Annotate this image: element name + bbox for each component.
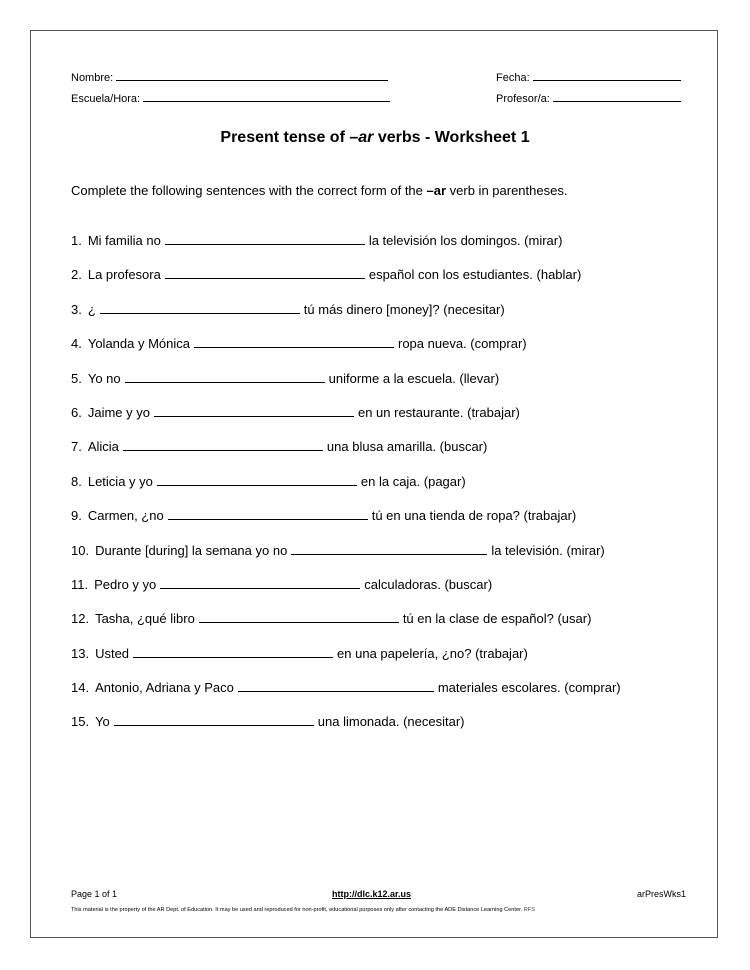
escuela-line <box>143 90 390 102</box>
exercise-item <box>71 370 711 404</box>
exercise-item <box>71 335 711 369</box>
item-number: 8. <box>71 473 82 489</box>
item-text-after: en la caja. (pagar) <box>360 473 466 489</box>
item-number: 4. <box>71 336 82 352</box>
fecha-label: Fecha: <box>496 72 530 84</box>
item-text-after: tú en la clase de español? (usar) <box>402 611 592 627</box>
exercise-item <box>71 473 711 507</box>
title-prefix: Present tense of <box>220 129 350 146</box>
answer-blank[interactable] <box>160 576 360 589</box>
answer-blank[interactable] <box>291 542 487 555</box>
item-number: 6. <box>71 404 82 420</box>
exercise-item <box>71 610 711 644</box>
worksheet-code: arPresWks1 <box>636 889 686 899</box>
exercise-item <box>71 301 711 335</box>
item-number: 3. <box>71 301 82 317</box>
item-text-before: ¿ <box>87 301 96 317</box>
answer-blank[interactable] <box>125 370 325 383</box>
exercise-item <box>71 266 711 300</box>
exercise-list <box>71 232 711 748</box>
answer-blank[interactable] <box>157 473 357 486</box>
profesor-line <box>553 90 681 102</box>
item-text-after: una blusa amarilla. (buscar) <box>326 439 488 455</box>
profesor-field <box>496 90 681 105</box>
item-text-after: la televisión. (mirar) <box>491 542 605 558</box>
exercise-item <box>71 576 711 610</box>
nombre-label: Nombre: <box>71 72 114 84</box>
title-verb-type: –ar <box>349 129 374 146</box>
exercise-item <box>71 232 711 266</box>
exercise-item <box>71 438 711 472</box>
item-text-before: Mi familia no <box>87 233 161 248</box>
item-text-after: una limonada. (necesitar) <box>317 714 465 730</box>
title-suffix: verbs - Worksheet 1 <box>373 129 530 146</box>
author-initials: RFS <box>523 907 535 913</box>
item-text-before: Antonio, Adriana y Paco <box>95 680 234 696</box>
item-text-before: Jaime y yo <box>87 404 150 420</box>
nombre-field <box>71 69 388 84</box>
item-text-after: en una papelería, ¿no? (trabajar) <box>337 645 528 661</box>
item-number: 2. <box>71 267 82 283</box>
answer-blank[interactable] <box>238 679 434 692</box>
item-number: 12. <box>71 611 90 627</box>
escuela-label: Escuela/Hora: <box>71 93 141 105</box>
item-text-after: materiales escolares. (comprar) <box>437 680 621 696</box>
exercise-item <box>71 645 711 679</box>
instructions <box>71 183 567 198</box>
item-number: 15. <box>71 714 90 730</box>
instructions-before: Complete the following sentences with the correct form of the <box>71 183 427 198</box>
item-number: 14. <box>71 680 90 696</box>
answer-blank[interactable] <box>114 713 314 726</box>
item-number: 7. <box>71 439 82 455</box>
answer-blank[interactable] <box>194 335 394 348</box>
instructions-after: verb in parentheses. <box>446 183 568 198</box>
fecha-field <box>496 69 681 84</box>
item-number: 13. <box>71 645 90 661</box>
item-text-before: Alicia <box>87 439 119 455</box>
item-text-before: Tasha, ¿qué libro <box>95 611 195 627</box>
legal-text: This material is the property of the AR Dept. of Education. It may be used and reproduced for non-profit, educational purposes only after contacting the ADE Distance Learning Center. <box>71 907 523 913</box>
nombre-line <box>116 69 388 81</box>
worksheet-title <box>31 129 719 147</box>
worksheet-page <box>30 30 718 938</box>
profesor-label: Profesor/a: <box>496 93 550 105</box>
item-text-after: la televisión los domingos. (mirar) <box>368 233 563 248</box>
item-number: 9. <box>71 508 82 524</box>
exercise-item <box>71 507 711 541</box>
item-text-after: tú en una tienda de ropa? (trabajar) <box>371 508 577 524</box>
fecha-line <box>533 69 681 81</box>
item-number: 1. <box>71 233 82 248</box>
exercise-item <box>71 713 711 747</box>
item-number: 5. <box>71 370 82 386</box>
answer-blank[interactable] <box>133 645 333 658</box>
item-text-after: calculadoras. (buscar) <box>364 576 493 592</box>
item-number: 10. <box>71 542 90 558</box>
answer-blank[interactable] <box>100 301 300 314</box>
item-text-before: Leticia y yo <box>87 473 153 489</box>
item-text-after: ropa nueva. (comprar) <box>398 336 527 352</box>
item-text-before: Yo <box>95 714 110 730</box>
item-text-before: La profesora <box>87 267 161 283</box>
item-text-after: uniforme a la escuela. (llevar) <box>328 370 500 386</box>
item-text-before: Durante [during] la semana yo no <box>95 542 288 558</box>
answer-blank[interactable] <box>168 507 368 520</box>
answer-blank[interactable] <box>165 266 365 279</box>
item-text-before: Pedro y yo <box>94 576 157 592</box>
legal-notice <box>71 907 535 913</box>
item-text-after: español con los estudiantes. (hablar) <box>368 267 582 283</box>
item-text-before: Usted <box>95 645 130 661</box>
answer-blank[interactable] <box>199 610 399 623</box>
item-text-after: en un restaurante. (trabajar) <box>357 404 520 420</box>
answer-blank[interactable] <box>123 438 323 451</box>
item-text-before: Carmen, ¿no <box>87 508 164 524</box>
item-text-before: Yolanda y Mónica <box>87 336 190 352</box>
exercise-item <box>71 679 711 713</box>
answer-blank[interactable] <box>165 232 365 245</box>
footer-url-link[interactable]: http://dlc.k12.ar.us <box>332 889 412 899</box>
answer-blank[interactable] <box>154 404 354 417</box>
exercise-item <box>71 542 711 576</box>
page-number: Page 1 of 1 <box>71 889 118 899</box>
instructions-bold: –ar <box>426 183 447 198</box>
item-text-before: Yo no <box>87 370 121 386</box>
item-text-after: tú más dinero [money]? (necesitar) <box>303 301 505 317</box>
escuela-field <box>71 90 390 105</box>
exercise-item <box>71 404 711 438</box>
item-number: 11. <box>71 576 89 592</box>
